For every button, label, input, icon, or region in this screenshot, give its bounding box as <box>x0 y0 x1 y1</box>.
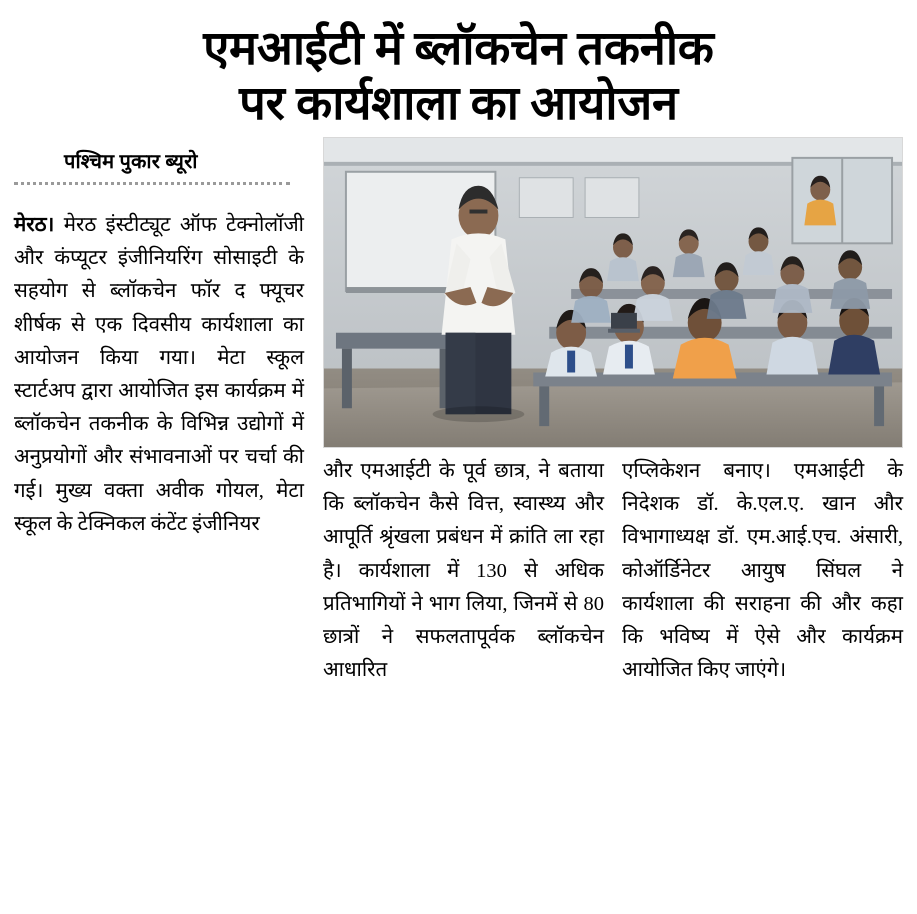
article-column-3-text: एप्लिकेशन बनाए। एमआईटी के निदेशक डॉ. के.एल.ए. खान और विभागाध्यक्ष डॉ. एम.आई.एच. अंसारी, कोऑर्डिनेटर आयुष सिंघल ने कार्यशाला की सराहना की और कहा कि भविष्य में ऐसे और कार्यक्रम आयोजित किए जाएंगे। <box>622 459 903 682</box>
article-body <box>0 137 917 682</box>
headline-line-1: एमआईटी में ब्लॉकचेन तकनीक <box>203 23 714 75</box>
article-column-1 <box>14 209 304 541</box>
headline-line-2: पर कार्यशाला का आयोजन <box>239 78 678 131</box>
article-column-3 <box>622 455 903 687</box>
classroom-photo-illustration <box>324 138 902 447</box>
laptop <box>608 313 640 333</box>
byline: पश्चिम पुकार ब्यूरो <box>64 150 198 173</box>
article-column-2 <box>323 455 604 687</box>
byline-divider <box>14 182 290 185</box>
article-column-1-text: मेरठ इंस्टीट्यूट ऑफ टेक्नोलॉजी और कंप्यूटर इंजीनियरिंग सोसाइटी के सहयोग से ब्लॉकचेन फॉर द फ्यूचर शीर्षक से एक दिवसीय कार्यशाला का आयोजन किया गया। मेटा स्कूल स्टार्टअप द्वारा आयोजित इस कार्यक्रम में ब्लॉकचेन तकनीक के विभिन्न उद्योगों में अनुप्रयोगों और संभावनाओं पर चर्चा की गई। मुख्य वक्ता अवीक गोयल, मेटा स्कूल के टेक्निकल कंटेंट इंजीनियर <box>14 213 304 535</box>
article-lead-in: मेरठ। <box>14 213 55 236</box>
article-column-2-text: और एमआईटी के पूर्व छात्र, ने बताया कि ब्लॉकचेन कैसे वित्त, स्वास्थ्य और आपूर्ति श्रृंखला प्रबंधन में क्रांति ला रहा है। कार्यशाला में 130 से अधिक प्रतिभागियों ने भाग लिया, जिनमें से 80 छात्रों ने सफलतापूर्वक ब्लॉकचेन आधारित <box>323 459 604 682</box>
article-photo <box>323 137 903 448</box>
page-title <box>0 0 917 137</box>
